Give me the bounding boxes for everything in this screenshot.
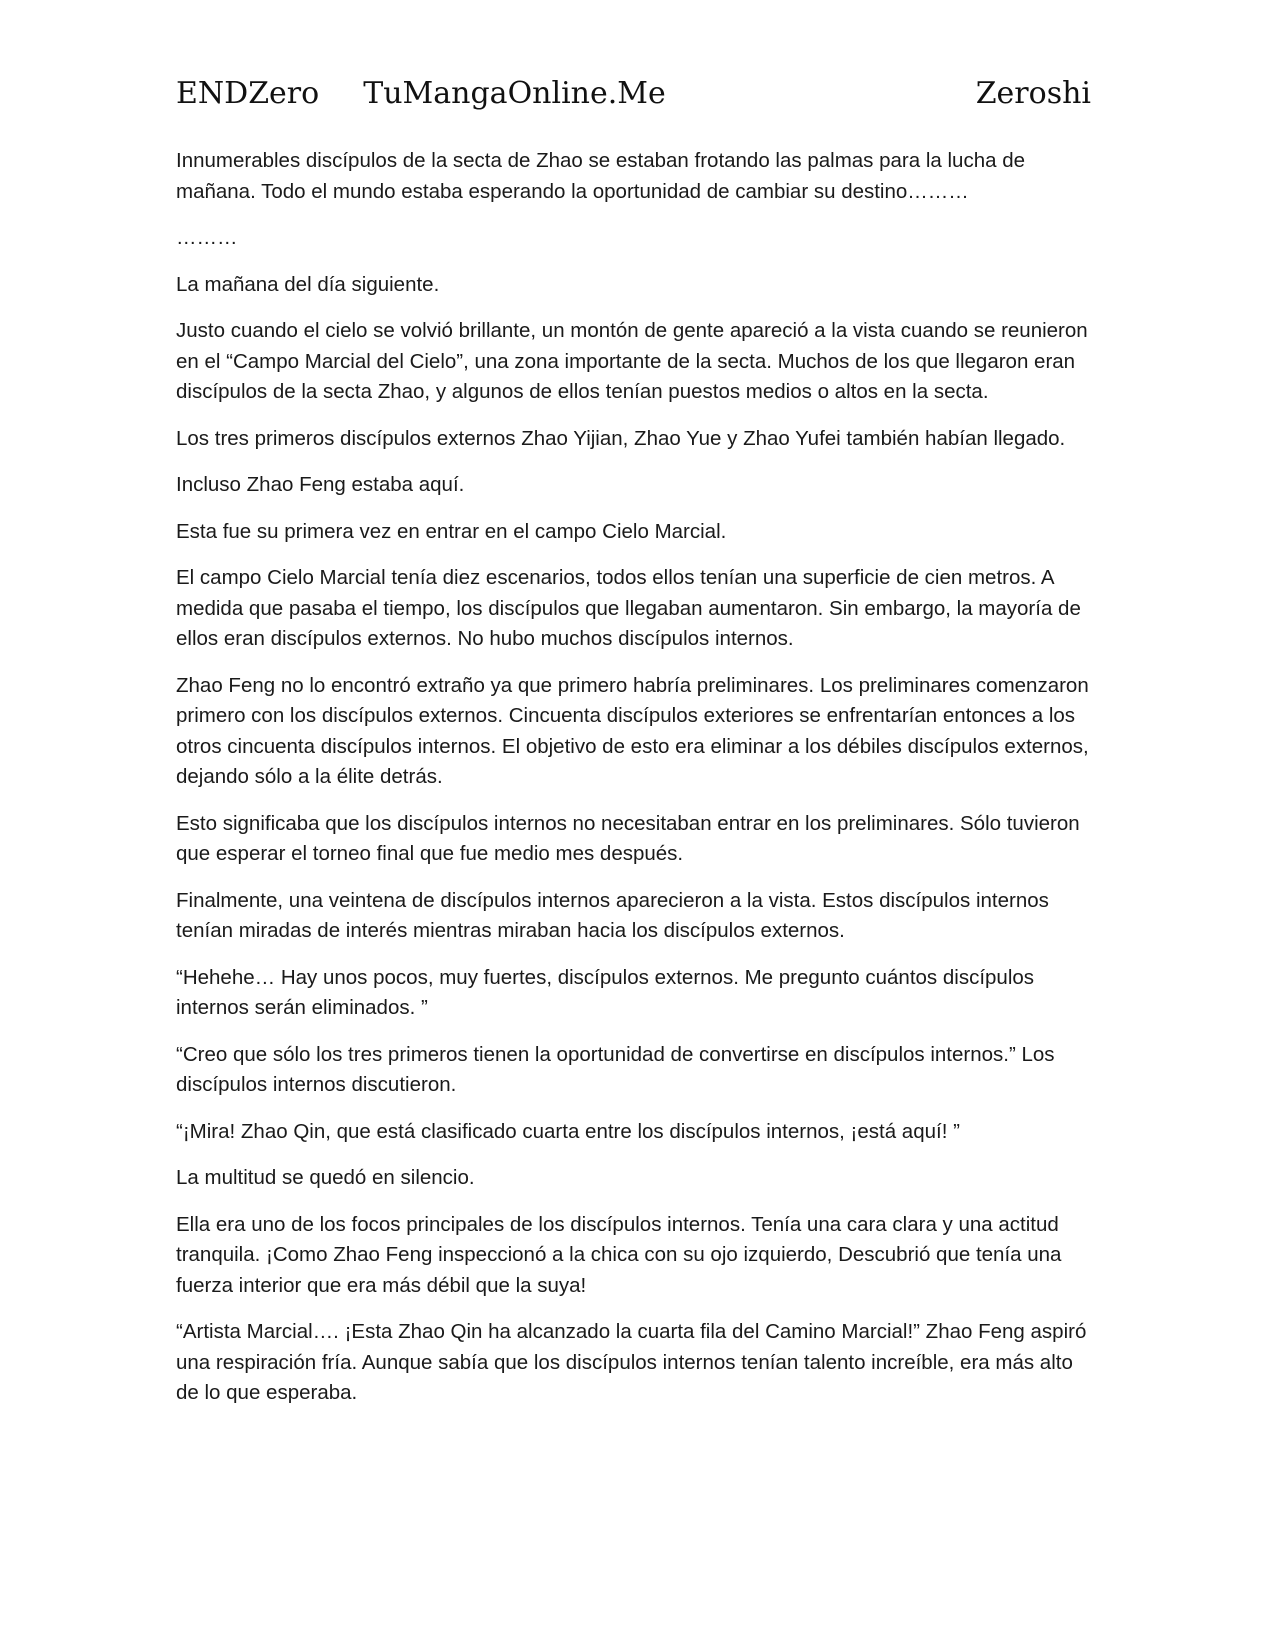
paragraph: La multitud se quedó en silencio. <box>176 1166 475 1189</box>
paragraph: Finalmente, una veintena de discípulos internos aparecieron a la vista. Estos discípulos internos tenían miradas de interés mientras miraban hacia los discípulos externos. <box>176 888 1049 942</box>
paragraph: “¡Mira! Zhao Qin, que está clasificado cuarta entre los discípulos internos, ¡está aquí! ” <box>176 1119 960 1143</box>
paragraph: Justo cuando el cielo se volvió brillante, un montón de gente apareció a la vista cuando se reunieron en el “Campo Marcial del Cielo”, una zona importante de la secta. Muchos de los que llegaron eran discípulos de la secta Zhao, y algunos de ellos tenían puestos medios o altos en la secta. <box>176 319 1088 403</box>
page-header <box>176 72 1091 116</box>
header-editor: Zeroshi <box>975 76 1091 111</box>
paragraph: “Artista Marcial…. ¡Esta Zhao Qin ha alcanzado la cuarta fila del Camino Marcial!” Zhao Feng aspiró una respiración fría. Aunque sabía que los discípulos internos tenían talento increíble, era más alto de lo que esperaba. <box>176 1320 1087 1404</box>
paragraph: Zhao Feng no lo encontró extraño ya que primero habría preliminares. Los preliminares comenzaron primero con los discípulos externos. Cincuenta discípulos exteriores se enfrentarían entonces a los otros cincuenta discípulos internos. El objetivo de esto era eliminar a los débiles discípulos externos, dejando sólo a la élite detrás. <box>176 673 1089 788</box>
header-translator: ENDZero <box>176 76 320 111</box>
header-site: TuMangaOnline.Me <box>363 76 666 111</box>
paragraph: “Hehehe… Hay unos pocos, muy fuertes, discípulos externos. Me pregunto cuántos discípulos internos serán eliminados. ” <box>176 965 1035 1019</box>
chapter-body <box>176 146 1091 1425</box>
paragraph: El campo Cielo Marcial tenía diez escenarios, todos ellos tenían una superficie de cien metros. A medida que pasaba el tiempo, los discípulos que llegaban aumentaron. Sin embargo, la mayoría de ellos eran discípulos externos. No hubo muchos discípulos internos. <box>176 566 1081 650</box>
paragraph: La mañana del día siguiente. <box>176 272 440 296</box>
paragraph: Esta fue su primera vez en entrar en el campo Cielo Marcial. <box>176 519 727 543</box>
paragraph: Esto significaba que los discípulos internos no necesitaban entrar en los preliminares. Sólo tuvieron que esperar el torneo final que fue medio mes después. <box>176 811 1080 865</box>
paragraph: ……… <box>176 226 238 249</box>
document-page <box>176 0 1091 1650</box>
paragraph: Los tres primeros discípulos externos Zhao Yijian, Zhao Yue y Zhao Yufei también habían llegado. <box>176 426 1066 450</box>
paragraph: Incluso Zhao Feng estaba aquí. <box>176 473 465 496</box>
paragraph: Innumerables discípulos de la secta de Zhao se estaban frotando las palmas para la lucha de mañana. Todo el mundo estaba esperando la oportunidad de cambiar su destino……… <box>176 149 1025 203</box>
paragraph: Ella era uno de los focos principales de los discípulos internos. Tenía una cara clara y una actitud tranquila. ¡Como Zhao Feng inspeccionó a la chica con su ojo izquierdo, Descubrió que tenía una fuerza interior que era más débil que la suya! <box>176 1212 1062 1297</box>
paragraph: “Creo que sólo los tres primeros tienen la oportunidad de convertirse en discípulos internos.” Los discípulos internos discutieron. <box>176 1042 1055 1096</box>
